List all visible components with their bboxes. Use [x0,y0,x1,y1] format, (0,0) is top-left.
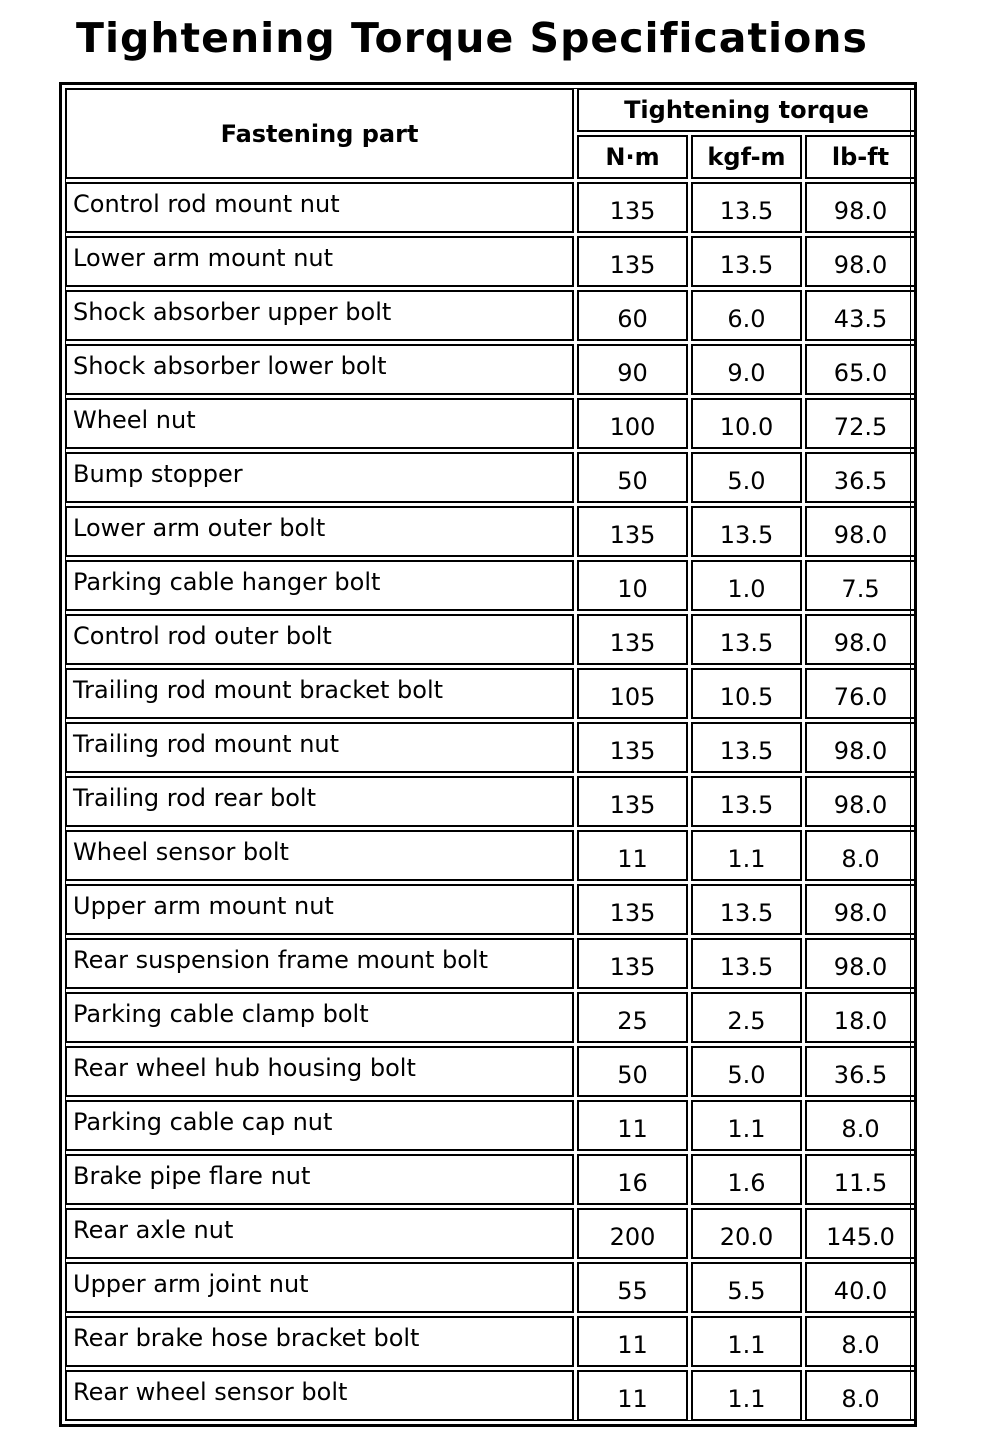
cell-fastening-part: Bump stopper [65,452,574,503]
cell-torque-kgfm: 5.0 [691,1046,802,1097]
cell-fastening-part: Shock absorber lower bolt [65,344,574,395]
cell-torque-kgfm: 1.1 [691,1316,802,1367]
table-row [65,1154,916,1205]
cell-fastening-part: Trailing rod mount bracket bolt [65,668,574,719]
cell-fastening-part: Parking cable clamp bolt [65,992,574,1043]
cell-fastening-part: Rear suspension frame mount bolt [65,938,574,989]
header-fastening-part: Fastening part [65,88,574,179]
cell-fastening-part: Parking cable hanger bolt [65,560,574,611]
cell-torque-nm: 135 [577,938,688,989]
cell-torque-nm: 50 [577,1046,688,1097]
page-title: Tightening Torque Specifications [76,14,868,62]
table-row [65,236,916,287]
cell-torque-nm: 90 [577,344,688,395]
cell-torque-nm: 100 [577,398,688,449]
cell-fastening-part: Wheel sensor bolt [65,830,574,881]
cell-torque-kgfm: 1.0 [691,560,802,611]
table-row [65,938,916,989]
cell-torque-kgfm: 1.1 [691,1370,802,1421]
table-row [65,1316,916,1367]
cell-torque-lbft: 36.5 [805,1046,916,1097]
cell-torque-kgfm: 13.5 [691,722,802,773]
cell-fastening-part: Trailing rod mount nut [65,722,574,773]
cell-torque-nm: 11 [577,830,688,881]
cell-torque-kgfm: 13.5 [691,614,802,665]
table-row [65,1208,916,1259]
table-row [65,668,916,719]
cell-fastening-part: Upper arm mount nut [65,884,574,935]
cell-torque-nm: 135 [577,182,688,233]
cell-torque-nm: 11 [577,1370,688,1421]
cell-torque-nm: 135 [577,776,688,827]
cell-torque-nm: 50 [577,452,688,503]
cell-torque-nm: 200 [577,1208,688,1259]
cell-fastening-part: Lower arm mount nut [65,236,574,287]
cell-torque-kgfm: 13.5 [691,506,802,557]
cell-torque-lbft: 36.5 [805,452,916,503]
table-row [65,398,916,449]
cell-torque-lbft: 11.5 [805,1154,916,1205]
cell-fastening-part: Upper arm joint nut [65,1262,574,1313]
cell-torque-lbft: 7.5 [805,560,916,611]
cell-torque-lbft: 98.0 [805,938,916,989]
cell-fastening-part: Lower arm outer bolt [65,506,574,557]
cell-torque-lbft: 76.0 [805,668,916,719]
cell-torque-nm: 11 [577,1100,688,1151]
cell-fastening-part: Control rod mount nut [65,182,574,233]
cell-torque-nm: 135 [577,884,688,935]
cell-fastening-part: Parking cable cap nut [65,1100,574,1151]
torque-table-frame [59,82,917,1427]
cell-torque-nm: 55 [577,1262,688,1313]
cell-fastening-part: Rear brake hose bracket bolt [65,1316,574,1367]
cell-torque-lbft: 98.0 [805,614,916,665]
cell-torque-nm: 16 [577,1154,688,1205]
table-body [65,182,916,1421]
cell-torque-lbft: 98.0 [805,722,916,773]
header-unit-kgfm: kgf-m [691,135,802,179]
cell-torque-nm: 60 [577,290,688,341]
table-row [65,290,916,341]
cell-torque-nm: 135 [577,614,688,665]
header-unit-lbft: lb-ft [805,135,916,179]
cell-torque-lbft: 98.0 [805,182,916,233]
cell-torque-kgfm: 2.5 [691,992,802,1043]
cell-torque-lbft: 18.0 [805,992,916,1043]
cell-torque-lbft: 98.0 [805,776,916,827]
cell-fastening-part: Rear wheel sensor bolt [65,1370,574,1421]
cell-torque-kgfm: 13.5 [691,182,802,233]
cell-torque-lbft: 8.0 [805,1370,916,1421]
cell-torque-lbft: 65.0 [805,344,916,395]
table-row [65,182,916,233]
table-row [65,1262,916,1313]
table-row [65,1370,916,1421]
cell-torque-lbft: 72.5 [805,398,916,449]
cell-torque-kgfm: 5.5 [691,1262,802,1313]
cell-torque-lbft: 98.0 [805,884,916,935]
header-tightening-torque: Tightening torque [577,88,916,132]
table-row [65,884,916,935]
cell-torque-kgfm: 1.1 [691,830,802,881]
cell-torque-lbft: 43.5 [805,290,916,341]
cell-fastening-part: Rear axle nut [65,1208,574,1259]
table-row [65,830,916,881]
cell-torque-nm: 135 [577,506,688,557]
cell-torque-kgfm: 10.5 [691,668,802,719]
cell-torque-lbft: 98.0 [805,506,916,557]
cell-torque-lbft: 145.0 [805,1208,916,1259]
cell-torque-kgfm: 13.5 [691,884,802,935]
cell-torque-nm: 11 [577,1316,688,1367]
cell-torque-kgfm: 13.5 [691,776,802,827]
table-row [65,452,916,503]
cell-torque-kgfm: 1.1 [691,1100,802,1151]
cell-torque-nm: 135 [577,236,688,287]
cell-fastening-part: Shock absorber upper bolt [65,290,574,341]
header-unit-nm: N·m [577,135,688,179]
cell-fastening-part: Brake pipe flare nut [65,1154,574,1205]
table-row [65,722,916,773]
cell-torque-kgfm: 5.0 [691,452,802,503]
table-row [65,776,916,827]
torque-table [62,85,919,1424]
cell-torque-kgfm: 1.6 [691,1154,802,1205]
cell-torque-lbft: 8.0 [805,1316,916,1367]
cell-torque-kgfm: 13.5 [691,236,802,287]
cell-torque-lbft: 40.0 [805,1262,916,1313]
table-row [65,1046,916,1097]
table-row [65,506,916,557]
cell-torque-kgfm: 20.0 [691,1208,802,1259]
table-row [65,344,916,395]
cell-torque-kgfm: 10.0 [691,398,802,449]
cell-torque-lbft: 8.0 [805,830,916,881]
cell-torque-kgfm: 9.0 [691,344,802,395]
cell-torque-kgfm: 13.5 [691,938,802,989]
cell-fastening-part: Rear wheel hub housing bolt [65,1046,574,1097]
cell-torque-kgfm: 6.0 [691,290,802,341]
table-row [65,1100,916,1151]
cell-torque-nm: 25 [577,992,688,1043]
cell-torque-lbft: 98.0 [805,236,916,287]
cell-fastening-part: Control rod outer bolt [65,614,574,665]
cell-fastening-part: Trailing rod rear bolt [65,776,574,827]
table-row [65,992,916,1043]
table-row [65,560,916,611]
table-row [65,614,916,665]
cell-fastening-part: Wheel nut [65,398,574,449]
cell-torque-nm: 135 [577,722,688,773]
cell-torque-nm: 10 [577,560,688,611]
cell-torque-lbft: 8.0 [805,1100,916,1151]
cell-torque-nm: 105 [577,668,688,719]
